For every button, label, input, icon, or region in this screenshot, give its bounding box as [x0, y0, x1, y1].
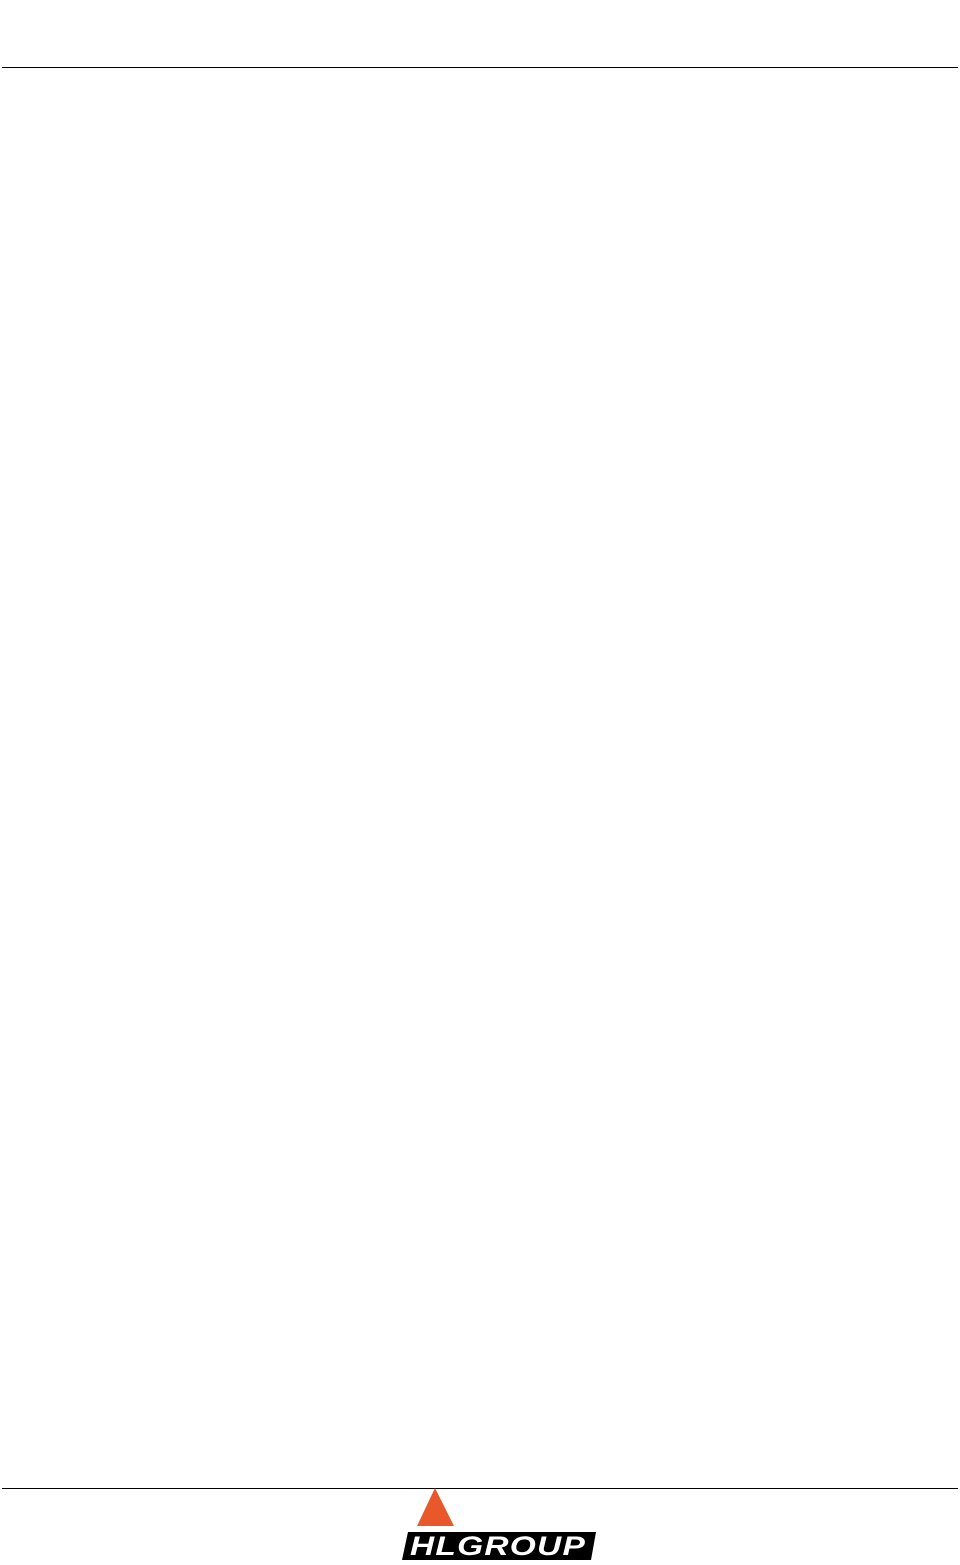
hl-group-logo: [398, 1488, 598, 1563]
logo-wordmark: HLGROUP: [410, 1531, 586, 1561]
header-divider: [2, 67, 958, 68]
column-headers: [0, 95, 960, 119]
logo-triangle: [417, 1488, 454, 1526]
